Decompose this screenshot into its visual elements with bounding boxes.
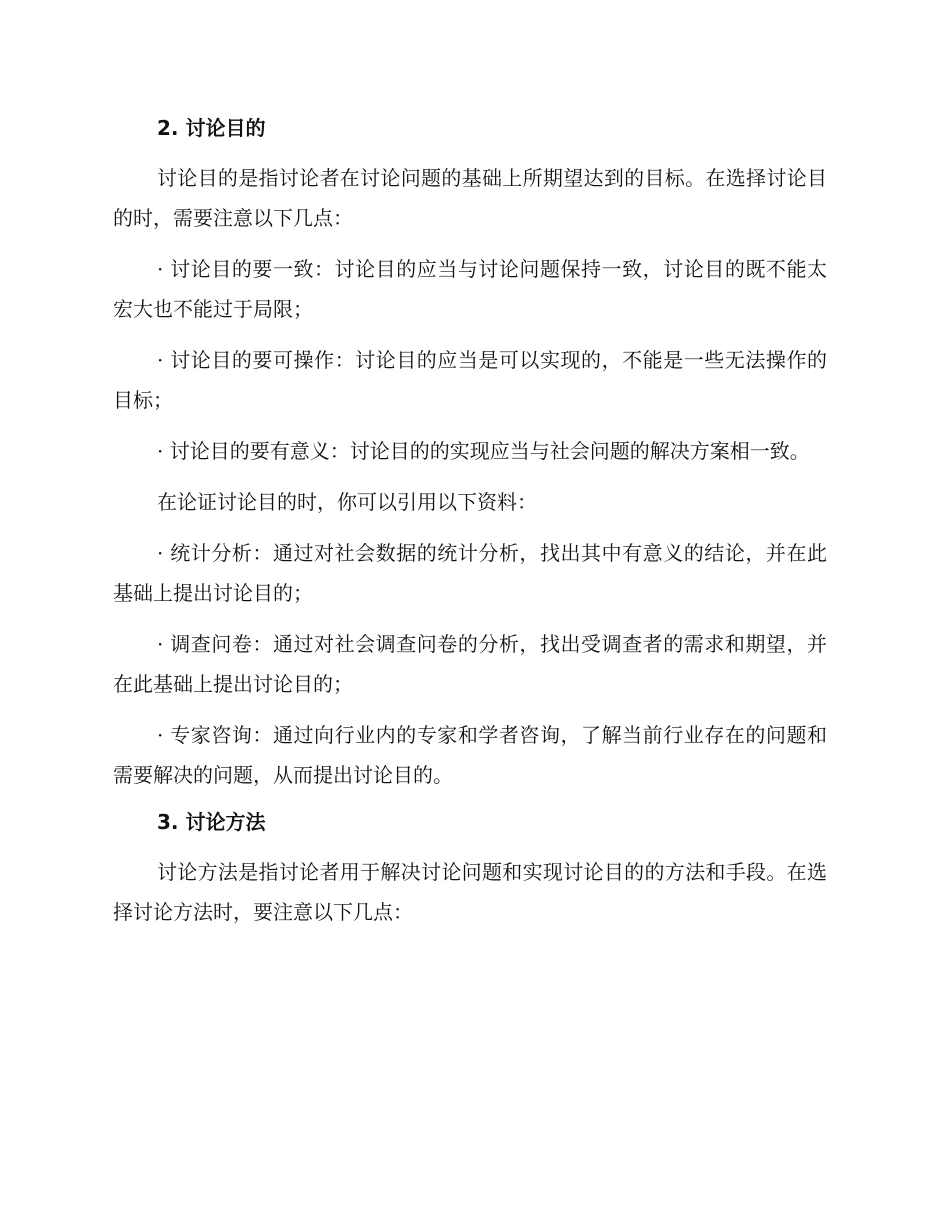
bullet-purpose-consistent: · 讨论目的要一致：讨论目的应当与讨论问题保持一致，讨论目的既不能太宏大也不能过于局限；	[113, 257, 827, 321]
bullet-purpose-operable: · 讨论目的要可操作：讨论目的应当是可以实现的，不能是一些无法操作的目标；	[113, 348, 827, 412]
paragraph-argument-sources: 在论证讨论目的时，你可以引用以下资料：	[157, 490, 537, 514]
section-heading-method: 3. 讨论方法	[157, 810, 266, 834]
bullet-purpose-meaningful: · 讨论目的要有意义：讨论目的的实现应当与社会问题的解决方案相一致。	[157, 439, 810, 463]
bullet-expert-consultation: · 专家咨询：通过向行业内的专家和学者咨询，了解当前行业存在的问题和需要解决的问题，从而提出讨论目的。	[113, 723, 827, 787]
bullet-questionnaire: · 调查问卷：通过对社会调查问卷的分析，找出受调查者的需求和期望，并在此基础上提出讨论目的；	[113, 632, 827, 696]
section-heading-purpose: 2. 讨论目的	[157, 116, 266, 140]
document-page	[113, 112, 827, 932]
paragraph-purpose-intro: 讨论目的是指讨论者在讨论问题的基础上所期望达到的目标。在选择讨论目的时，需要注意以下几点：	[113, 166, 827, 230]
paragraph-method-intro: 讨论方法是指讨论者用于解决讨论问题和实现讨论目的的方法和手段。在选择讨论方法时，要注意以下几点：	[113, 860, 827, 924]
bullet-statistical-analysis: · 统计分析：通过对社会数据的统计分析，找出其中有意义的结论，并在此基础上提出讨论目的；	[113, 541, 827, 605]
